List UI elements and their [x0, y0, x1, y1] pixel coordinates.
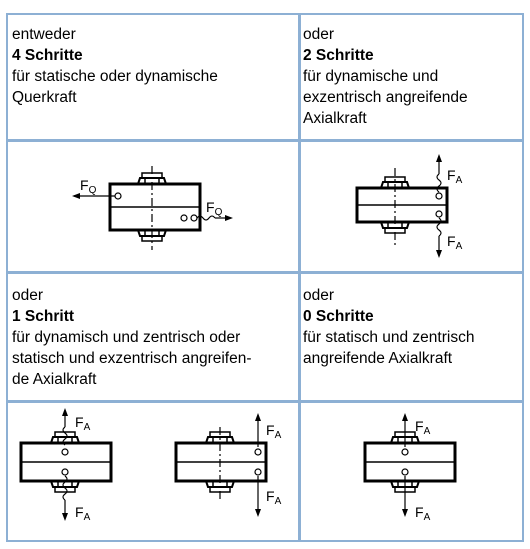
cell-line: de Axialkraft	[12, 371, 97, 388]
cell-two-steps	[303, 24, 468, 129]
cell-lead: oder	[12, 287, 44, 304]
bolt-diagram-transverse-force	[60, 160, 240, 260]
cell-step-count: 1 Schritt	[12, 308, 75, 325]
cell-lead: oder	[303, 26, 335, 43]
bolt-diagram-centric-axial-dynamic	[15, 405, 125, 530]
bolt-diagram-eccentric-axial-static	[170, 405, 290, 530]
row-divider	[8, 139, 522, 142]
force-label: $F_A$	[447, 167, 463, 186]
cell-line: für dynamisch und zentrisch oder	[12, 329, 241, 346]
cell-line: statisch und exzentrisch angreifen-	[12, 350, 252, 367]
cell-step-count: 2 Schritte	[303, 47, 374, 64]
column-divider	[298, 15, 301, 540]
cell-lead: oder	[303, 287, 335, 304]
force-label: $F_A$	[75, 414, 91, 433]
cell-line: Querkraft	[12, 89, 77, 106]
cell-line: für statische oder dynamische	[12, 68, 218, 85]
force-label: $F_A$	[415, 418, 431, 437]
cell-line: für dynamische und	[303, 68, 439, 85]
force-label: $F_A$	[75, 504, 91, 523]
force-label: $F_A$	[415, 504, 431, 523]
force-label: $F_A$	[447, 233, 463, 252]
cell-step-count: 0 Schritte	[303, 308, 374, 325]
row-divider	[8, 400, 522, 403]
cell-line: Axialkraft	[303, 110, 367, 127]
cell-zero-steps	[303, 285, 474, 369]
force-label: $F_A$	[266, 488, 282, 507]
cell-lead: entweder	[12, 26, 76, 43]
force-label: $F_Q$	[206, 199, 223, 218]
row-divider	[8, 271, 522, 274]
cell-line: für statisch und zentrisch	[303, 329, 475, 346]
cell-line: exzentrisch angreifende	[303, 89, 468, 106]
cell-one-step	[12, 285, 252, 390]
force-label: $F_A$	[266, 422, 282, 441]
cell-line: angreifende Axialkraft	[303, 350, 453, 367]
force-label: $F_Q$	[80, 177, 97, 196]
cell-step-count: 4 Schritte	[12, 47, 83, 64]
bolt-diagram-centric-axial-static	[355, 405, 475, 530]
cell-four-steps	[12, 24, 218, 108]
bolt-diagram-eccentric-axial-force	[345, 150, 485, 265]
